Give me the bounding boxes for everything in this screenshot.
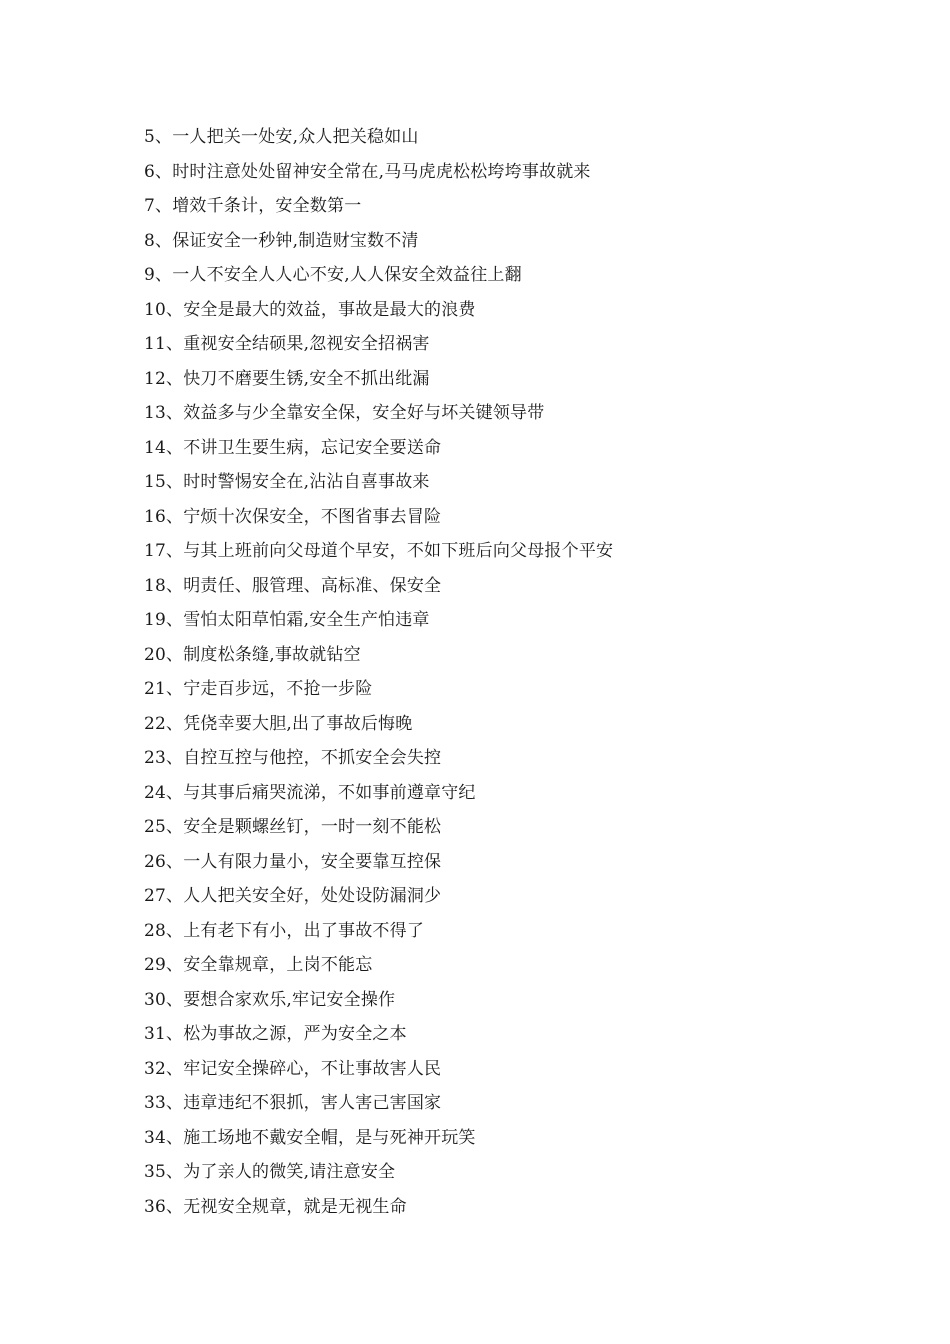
list-item: 31、松为事故之源，严为安全之本 (144, 1024, 407, 1044)
list-item: 34、施工场地不戴安全帽，是与死神开玩笑 (144, 1127, 476, 1148)
list-item: 33、违章违纪不狠抓，害人害己害国家 (144, 1093, 442, 1113)
list-item: 29、安全靠规章，上岗不能忘 (144, 955, 373, 975)
list-item: 15、时时警惕安全在,沾沾自喜事故来 (144, 472, 430, 492)
slogan-list (144, 123, 613, 1227)
list-item: 36、无视安全规章，就是无视生命 (144, 1196, 407, 1217)
list-item: 28、上有老下有小，出了事故不得了 (144, 920, 425, 941)
list-item: 5、一人把关一处安,众人把关稳如山 (144, 127, 419, 147)
list-item: 16、宁烦十次保安全，不图省事去冒险 (144, 506, 442, 527)
list-item: 20、制度松条缝,事故就钻空 (144, 644, 361, 665)
list-item: 14、不讲卫生要生病，忘记安全要送命 (144, 437, 442, 458)
list-item: 6、时时注意处处留神安全常在,马马虎虎松松垮垮事故就来 (144, 161, 591, 182)
list-item: 27、人人把关安全好，处处设防漏洞少 (144, 886, 442, 906)
list-item: 25、安全是颗螺丝钉，一时一刻不能松 (144, 817, 442, 837)
list-item: 12、快刀不磨要生锈,安全不抓出纰漏 (144, 368, 430, 389)
list-item: 26、一人有限力量小，安全要靠互控保 (144, 851, 442, 872)
list-item: 13、效益多与少全靠安全保，安全好与坏关键领导带 (144, 403, 545, 423)
list-item: 7、增效千条计，安全数第一 (144, 196, 362, 216)
list-item: 9、一人不安全人人心不安,人人保安全效益往上翻 (144, 265, 522, 285)
list-item: 8、保证安全一秒钟,制造财宝数不清 (144, 230, 419, 251)
list-item: 18、明责任、服管理、高标准、保安全 (144, 575, 442, 596)
list-item: 30、要想合家欢乐,牢记安全操作 (144, 989, 396, 1010)
list-item: 10、安全是最大的效益，事故是最大的浪费 (144, 299, 476, 320)
list-item: 23、自控互控与他控，不抓安全会失控 (144, 748, 442, 768)
list-item: 24、与其事后痛哭流涕，不如事前遵章守纪 (144, 782, 476, 803)
list-item: 11、重视安全结硕果,忽视安全招祸害 (144, 334, 430, 354)
list-item: 17、与其上班前向父母道个早安，不如下班后向父母报个平安 (144, 541, 614, 561)
list-item: 32、牢记安全操碎心，不让事故害人民 (144, 1058, 442, 1079)
list-item: 21、宁走百步远，不抢一步险 (144, 679, 373, 699)
list-item: 22、凭侥幸要大胆,出了事故后悔晚 (144, 713, 413, 734)
list-item: 19、雪怕太阳草怕霜,安全生产怕违章 (144, 610, 430, 630)
list-item: 35、为了亲人的微笑,请注意安全 (144, 1162, 396, 1182)
